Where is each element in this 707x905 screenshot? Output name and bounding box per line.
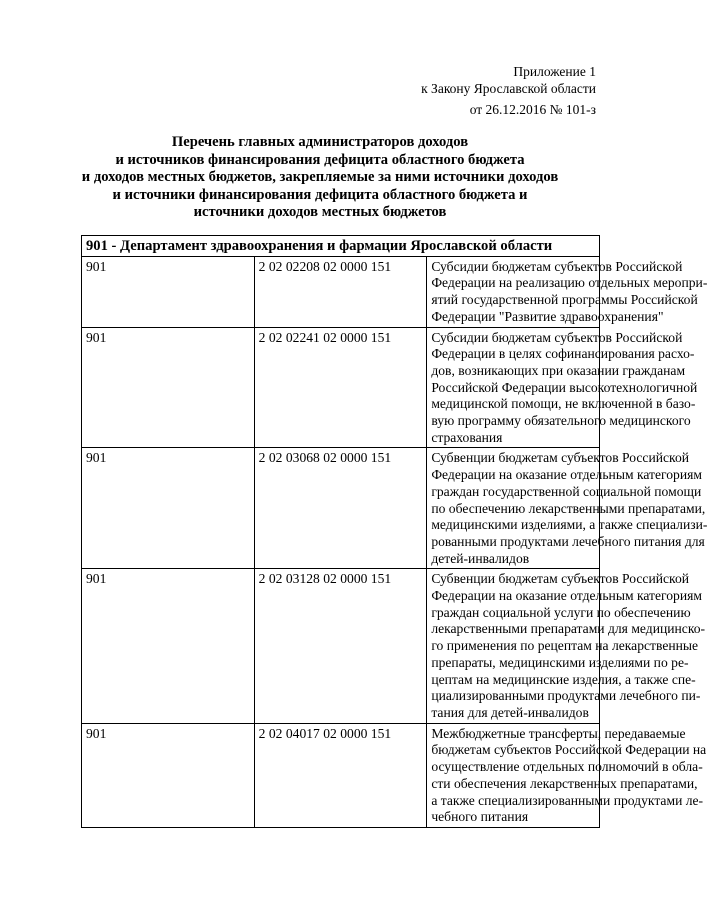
revenue-description-cell [427,723,707,827]
description-line: Субвенции бюджетам субъектов Российской [431,450,690,466]
admin-code-cell: 901 [82,327,255,448]
document-title [60,134,580,222]
appendix-law-reference: к Закону Ярославской области [421,81,596,96]
title-line: источники доходов местных бюджетов [193,204,447,221]
title-line: и доходов местных бюджетов, закрепляемые за ними источники доходов [81,169,559,186]
description-line: вую программу обязательного медицинского [431,413,691,429]
description-line: медицинскими изделиями, а также специализи- [431,517,707,533]
description-line: ятий государственной программы Российской [431,292,698,308]
revenue-description-cell [427,256,707,327]
description-line: рованными продуктами лечебного питания для [431,533,705,549]
admin-code-cell: 901 [82,448,255,569]
description-line: Субсидии бюджетам субъектов Российской [431,329,683,345]
budget-classification-code-cell: 2 02 03068 02 0000 151 [254,448,427,569]
description-line: Федерации на реализацию отдельных меропри- [431,275,707,291]
description-line: чебного питания [431,809,529,825]
table-row [82,327,600,448]
description-line: граждан государственной социальной помощи [431,483,702,499]
description-line: дов, возникающих при оказании гражданам [431,362,686,378]
budget-classification-code-cell: 2 02 03128 02 0000 151 [254,569,427,723]
budget-classification-code-cell: 2 02 02208 02 0000 151 [254,256,427,327]
description-line: а также специализированными продуктами ле- [431,792,704,808]
appendix-label: Приложение 1 [513,64,596,79]
table-row [82,723,600,827]
table-row [82,256,600,327]
description-line: по обеспечению лекарственными препаратами, [431,500,706,516]
description-line: Федерации в целях софинансирования расхо- [431,346,695,362]
description-line: бюджетам субъектов Российской Федерации на [431,742,707,758]
description-line: Субсидии бюджетам субъектов Российской [431,258,683,274]
revenue-description-cell [427,448,707,569]
description-line: страхования [431,429,503,445]
title-line: и источники финансирования дефицита областного бюджета и [112,186,528,203]
admin-code-cell: 901 [82,256,255,327]
admin-code-cell: 901 [82,569,255,723]
description-line: го применения по рецептам на лекарственные [431,638,699,654]
title-line: Перечень главных администраторов доходов [171,134,469,150]
description-line: детей-инвалидов [431,550,530,566]
description-line: Федерации на оказание отдельным категориям [431,467,702,483]
revenue-description-cell [427,569,706,723]
description-line: Федерации "Развитие здравоохранения" [431,308,664,324]
description-line: цептам на медицинские изделия, а также спе- [431,671,696,687]
description-line: препараты, медицинскими изделиями по ре- [431,654,689,670]
title-line: и источников финансирования дефицита областного бюджета [115,151,525,168]
revenue-administrators-table [81,235,707,828]
table-row [82,569,600,723]
department-row [82,236,600,257]
appendix-law-date: от 26.12.2016 № 101-з [469,102,596,117]
table-row [82,448,600,569]
department-heading: 901 - Департамент здравоохранения и фармации Ярославской области [82,236,600,257]
description-line: Российской Федерации высокотехнологичной [431,379,698,395]
admin-code-cell: 901 [82,723,255,827]
description-line: медицинской помощи, не включенной в базо- [431,396,696,412]
description-line: Федерации на оказание отдельным категориям [431,588,702,604]
budget-classification-code-cell: 2 02 02241 02 0000 151 [254,327,427,448]
description-line: граждан социальной услуги по обеспечению [431,604,691,620]
description-line: циализированными продуктами лечебного пи- [431,688,701,704]
description-line: сти обеспечения лекарственных препаратами, [431,775,698,791]
revenue-description-cell [427,327,698,448]
description-line: лекарственными препаратами для медицинско- [431,621,706,637]
description-line: тания для детей-инвалидов [431,704,589,720]
description-line: Субвенции бюджетам субъектов Российской [431,571,690,587]
budget-classification-code-cell: 2 02 04017 02 0000 151 [254,723,427,827]
description-line: осуществление отдельных полномочий в обла- [431,759,703,775]
description-line: Межбюджетные трансферты, передаваемые [431,725,686,741]
